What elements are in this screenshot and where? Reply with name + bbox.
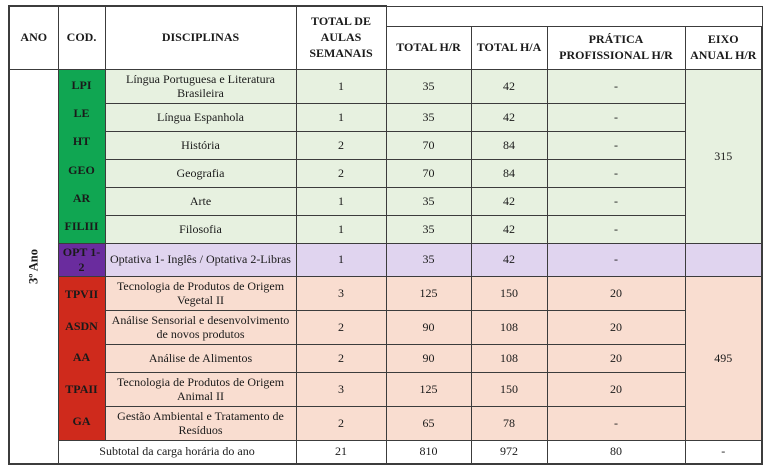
aulas-cell: 3 bbox=[296, 276, 386, 310]
pratica-cell: - bbox=[547, 69, 685, 103]
aulas-cell: 1 bbox=[296, 69, 386, 103]
hr-cell: 35 bbox=[386, 243, 471, 276]
code-cell-optativa: OPT 1-2 bbox=[58, 243, 105, 276]
aulas-cell: 1 bbox=[296, 103, 386, 131]
aulas-cell: 2 bbox=[296, 344, 386, 372]
hr-cell: 90 bbox=[386, 344, 471, 372]
eixo-cell-optativa bbox=[685, 243, 762, 276]
header-cell-eixo: EIXO ANUAL H/R bbox=[685, 26, 762, 69]
code-label: GA bbox=[72, 413, 91, 428]
header-cell-aulas-semanais: TOTAL DE AULAS SEMANAIS bbox=[296, 6, 386, 69]
discipline-cell: Arte bbox=[105, 187, 296, 215]
pratica-cell: - bbox=[547, 243, 685, 276]
discipline-cell: Língua Portuguesa e Literatura Brasileira bbox=[105, 69, 296, 103]
ha-cell: 84 bbox=[471, 131, 547, 159]
aulas-cell: 2 bbox=[296, 406, 386, 440]
code-label: HT bbox=[72, 134, 91, 149]
pratica-cell: - bbox=[547, 131, 685, 159]
ha-cell: 42 bbox=[471, 187, 547, 215]
aulas-cell: 1 bbox=[296, 187, 386, 215]
code-stack-green bbox=[61, 71, 103, 241]
discipline-cell: Língua Espanhola bbox=[105, 103, 296, 131]
pratica-cell: - bbox=[547, 187, 685, 215]
subtotal-pratica-cell: 80 bbox=[547, 440, 685, 464]
discipline-cell: Gestão Ambiental e Tratamento de Resíduos bbox=[105, 406, 296, 440]
ha-cell: 84 bbox=[471, 159, 547, 187]
pratica-cell: - bbox=[547, 103, 685, 131]
hr-cell: 35 bbox=[386, 215, 471, 243]
discipline-cell: Optativa 1- Inglês / Optativa 2-Libras bbox=[105, 243, 296, 276]
pratica-cell: 20 bbox=[547, 372, 685, 406]
pratica-cell: 20 bbox=[547, 310, 685, 344]
hr-cell: 35 bbox=[386, 187, 471, 215]
code-label: LE bbox=[73, 105, 90, 120]
subtotal-hr-cell: 810 bbox=[386, 440, 471, 464]
discipline-cell: Tecnologia de Produtos de Origem Animal II bbox=[105, 372, 296, 406]
ha-cell: 78 bbox=[471, 406, 547, 440]
eixo-cell-red: 495 bbox=[685, 276, 762, 440]
discipline-cell: Análise de Alimentos bbox=[105, 344, 296, 372]
ha-cell: 42 bbox=[471, 69, 547, 103]
hr-cell: 125 bbox=[386, 276, 471, 310]
ha-cell: 42 bbox=[471, 103, 547, 131]
header-cell-cod: COD. bbox=[58, 6, 105, 69]
header-cell-pratica: PRÁTICA PROFISSIONAL H/R bbox=[547, 26, 685, 69]
year-label: 3º Ano bbox=[26, 248, 41, 284]
code-label: FILIII bbox=[64, 219, 99, 234]
hr-cell: 90 bbox=[386, 310, 471, 344]
header-cell-total-ha: TOTAL H/A bbox=[471, 26, 547, 69]
ha-cell: 42 bbox=[471, 215, 547, 243]
code-stack-red bbox=[61, 279, 103, 437]
discipline-cell: Geografia bbox=[105, 159, 296, 187]
ha-cell: 150 bbox=[471, 372, 547, 406]
pratica-cell: 20 bbox=[547, 276, 685, 310]
hr-cell: 70 bbox=[386, 159, 471, 187]
code-label: ASDN bbox=[65, 318, 98, 333]
pratica-cell: - bbox=[547, 159, 685, 187]
aulas-cell: 2 bbox=[296, 159, 386, 187]
aulas-cell: 2 bbox=[296, 310, 386, 344]
subtotal-eixo-cell: - bbox=[685, 440, 762, 464]
pratica-cell: 20 bbox=[547, 344, 685, 372]
subtotal-ha-cell: 972 bbox=[471, 440, 547, 464]
hr-cell: 35 bbox=[386, 103, 471, 131]
header-top-spacer bbox=[386, 6, 762, 26]
discipline-cell: Filosofia bbox=[105, 215, 296, 243]
subtotal-label: Subtotal da carga horária do ano bbox=[58, 440, 296, 464]
code-label: LPI bbox=[71, 77, 92, 92]
header-cell-total-hr: TOTAL H/R bbox=[386, 26, 471, 69]
code-label: GEO bbox=[68, 162, 95, 177]
code-label: TPAII bbox=[65, 382, 98, 397]
hr-cell: 70 bbox=[386, 131, 471, 159]
discipline-cell: Análise Sensorial e desenvolvimento de novos produtos bbox=[105, 310, 296, 344]
pratica-cell: - bbox=[547, 215, 685, 243]
eixo-cell-green: 315 bbox=[685, 69, 762, 243]
aulas-cell: 2 bbox=[296, 131, 386, 159]
discipline-cell: Tecnologia de Produtos de Origem Vegetal II bbox=[105, 276, 296, 310]
subtotal-aulas-cell: 21 bbox=[296, 440, 386, 464]
aulas-cell: 1 bbox=[296, 243, 386, 276]
aulas-cell: 3 bbox=[296, 372, 386, 406]
hr-cell: 35 bbox=[386, 69, 471, 103]
code-cell-red bbox=[58, 276, 105, 440]
hr-cell: 65 bbox=[386, 406, 471, 440]
discipline-cell: História bbox=[105, 131, 296, 159]
pratica-cell: - bbox=[547, 406, 685, 440]
hr-cell: 125 bbox=[386, 372, 471, 406]
header-cell-ano: ANO bbox=[9, 6, 58, 69]
code-label: TPVII bbox=[64, 287, 99, 302]
ha-cell: 150 bbox=[471, 276, 547, 310]
code-label: AA bbox=[72, 350, 91, 365]
code-cell-green bbox=[58, 69, 105, 243]
header-cell-disciplinas: DISCIPLINAS bbox=[105, 6, 296, 69]
code-label: AR bbox=[72, 190, 91, 205]
curriculum-table bbox=[8, 5, 763, 465]
ha-cell: 42 bbox=[471, 243, 547, 276]
year-cell bbox=[9, 69, 58, 464]
aulas-cell: 1 bbox=[296, 215, 386, 243]
ha-cell: 108 bbox=[471, 344, 547, 372]
ha-cell: 108 bbox=[471, 310, 547, 344]
